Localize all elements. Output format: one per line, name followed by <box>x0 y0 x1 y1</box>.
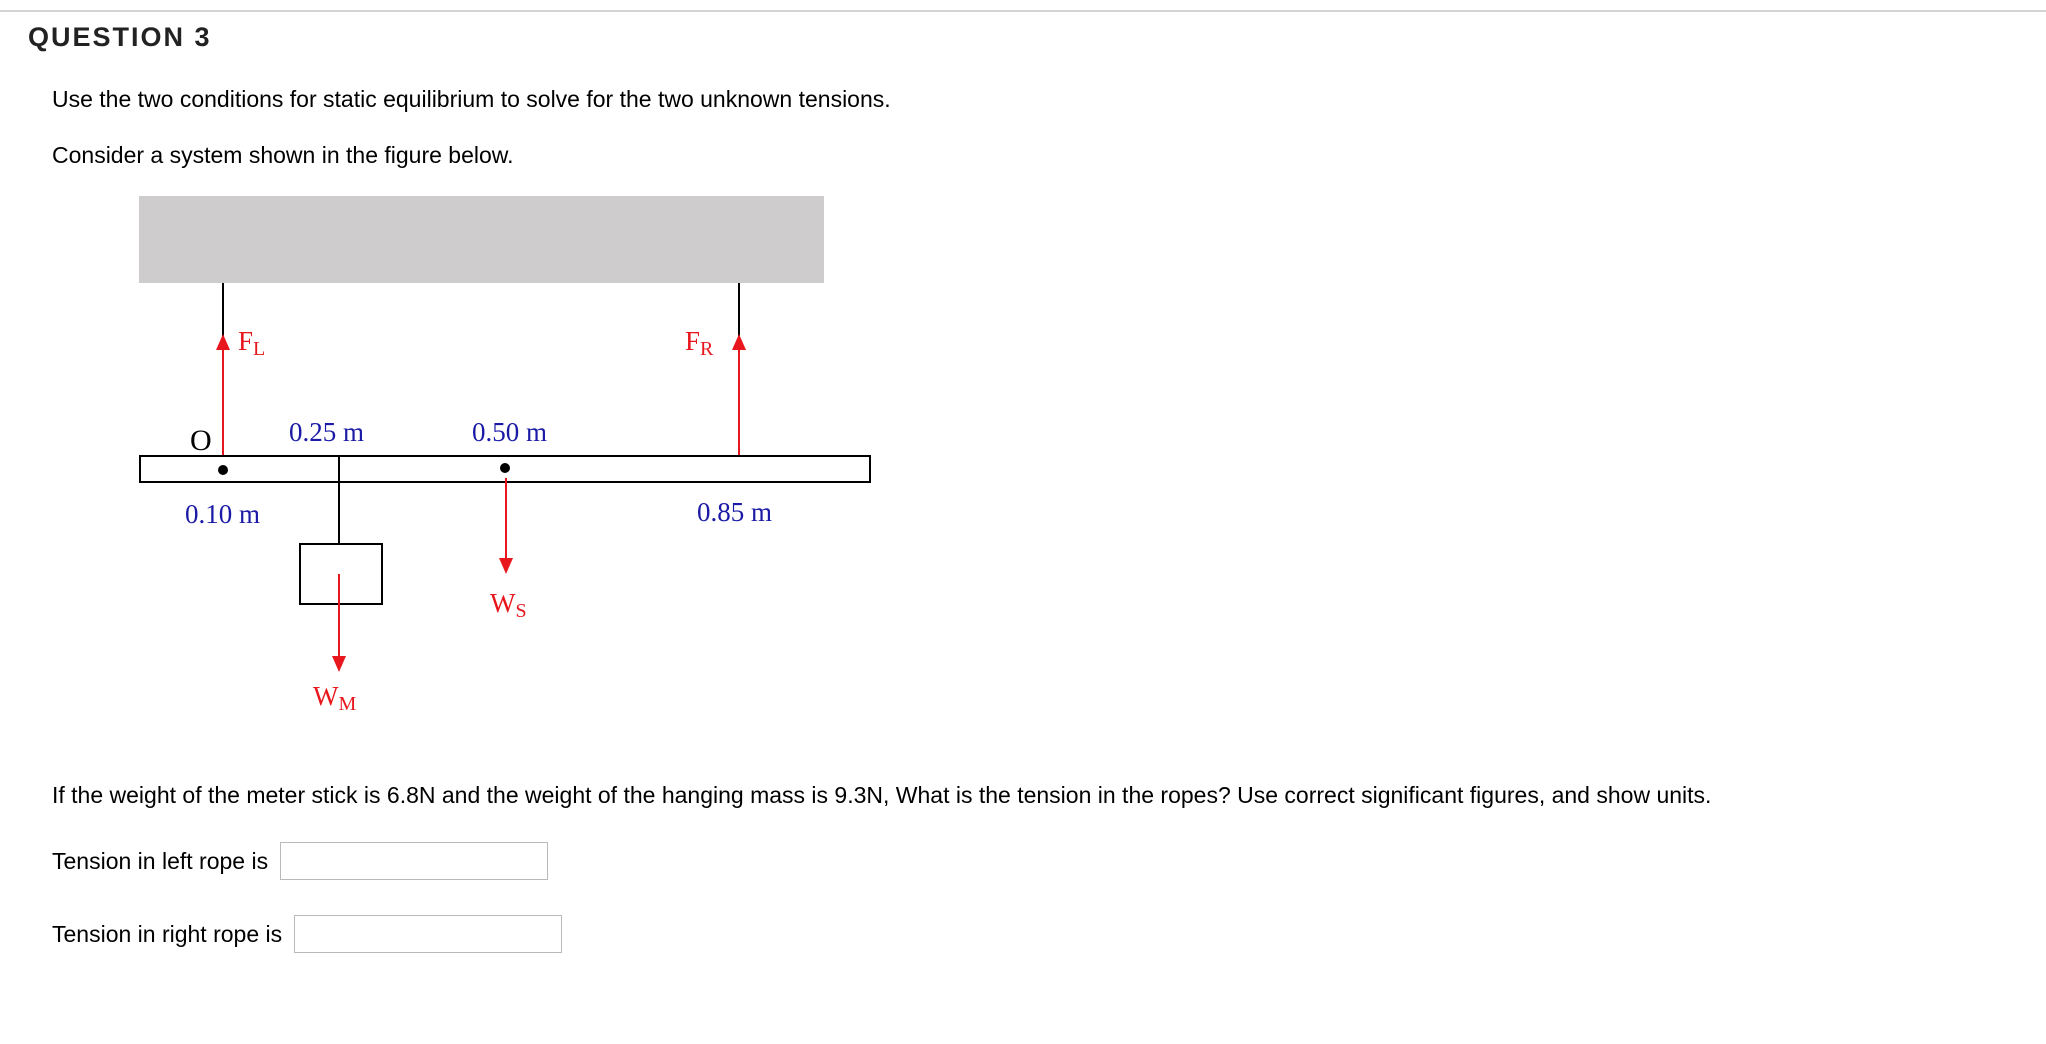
instruction-text: Use the two conditions for static equilibrium to solve for the two unknown tensions. <box>52 86 891 112</box>
distance-mass-label: 0.25 m <box>289 417 365 447</box>
left-tension-row <box>52 842 548 880</box>
weight-stick-label: WS <box>490 588 527 622</box>
left-tension-arrowhead <box>216 334 230 350</box>
problem-text: If the weight of the meter stick is 6.8N and the weight of the hanging mass is 9.3N, What is the tension in the ropes? Use correct significant figures, and show units. <box>52 782 1712 808</box>
question-title: QUESTION 3 <box>28 22 212 52</box>
ceiling-block <box>139 196 824 283</box>
origin-label: O <box>190 424 212 457</box>
left-tension-label: Tension in left rope is <box>52 847 269 874</box>
hanging-mass <box>300 544 382 604</box>
right-tension-arrowhead <box>732 334 746 350</box>
distance-right-rope-label: 0.85 m <box>697 497 773 527</box>
stick-weight-arrowhead <box>499 558 513 574</box>
distance-left-rope-label: 0.10 m <box>185 499 261 529</box>
left-tension-input[interactable] <box>280 842 548 880</box>
center-of-mass-point <box>500 463 510 473</box>
right-tension-label: Tension in right rope is <box>52 920 283 947</box>
weight-mass-label: WM <box>313 681 357 715</box>
force-right-label: FR <box>685 326 714 360</box>
pivot-point <box>218 465 228 475</box>
right-tension-row <box>52 915 562 953</box>
mass-weight-arrowhead <box>332 656 346 672</box>
force-left-label: FL <box>238 326 266 360</box>
right-tension-input[interactable] <box>294 915 562 953</box>
figure-intro-text: Consider a system shown in the figure below. <box>52 142 514 168</box>
distance-center-label: 0.50 m <box>472 417 548 447</box>
